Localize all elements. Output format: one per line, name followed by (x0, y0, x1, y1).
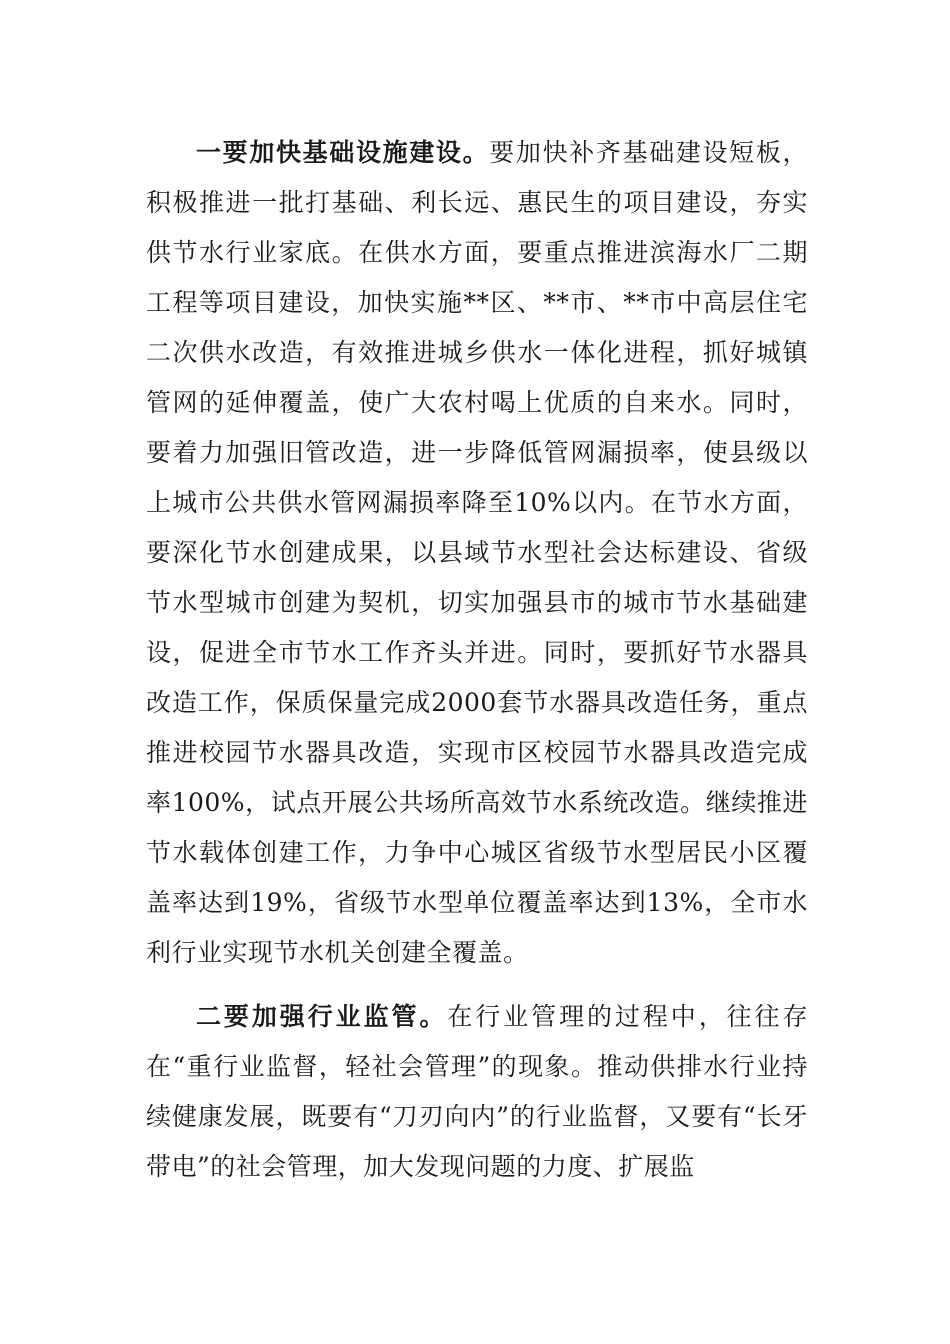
paragraph-text: 在行业管理的过程中，往往存在“重行业监督，轻社会管理”的现象。推动供排水行业持续健康发展，既要有“刀刃向内”的行业监督，又要有“长牙带电”的社会管理，加大发现问题的力度、扩展监 (146, 1002, 808, 1181)
document-body (146, 128, 808, 1192)
paragraph-supervision (146, 992, 808, 1192)
paragraph-infrastructure (146, 128, 808, 978)
paragraph-text: 要加快补齐基础建设短板，积极推进一批打基础、利长远、惠民生的项目建设，夯实供节水行业家底。在供水方面，要重点推进滨海水厂二期工程等项目建设，加快实施**区、**市、**市中高层住宅二次供水改造，有效推进城乡供水一体化进程，抓好城镇管网的延伸覆盖，使广大农村喝上优质的自来水。同时，要着力加强旧管改造，进一步降低管网漏损率，使县级以上城市公共供水管网漏损率降至10%以内。在节水方面，要深化节水创建成果，以县域节水型社会达标建设、省级节水型城市创建为契机，切实加强县市的城市节水基础建设，促进全市节水工作齐头并进。同时，要抓好节水器具改造工作，保质保量完成2000套节水器具改造任务，重点推进校园节水器具改造，实现市区校园节水器具改造完成率100%，试点开展公共场所高效节水系统改造。继续推进节水载体创建工作，力争中心城区省级节水型居民小区覆盖率达到19%，省级节水型单位覆盖率达到13%，全市水利行业实现节水机关创建全覆盖。 (146, 138, 808, 967)
paragraph-heading: 一要加快基础设施建设。 (196, 138, 490, 167)
paragraph-heading: 二要加强行业监管。 (196, 1002, 448, 1031)
